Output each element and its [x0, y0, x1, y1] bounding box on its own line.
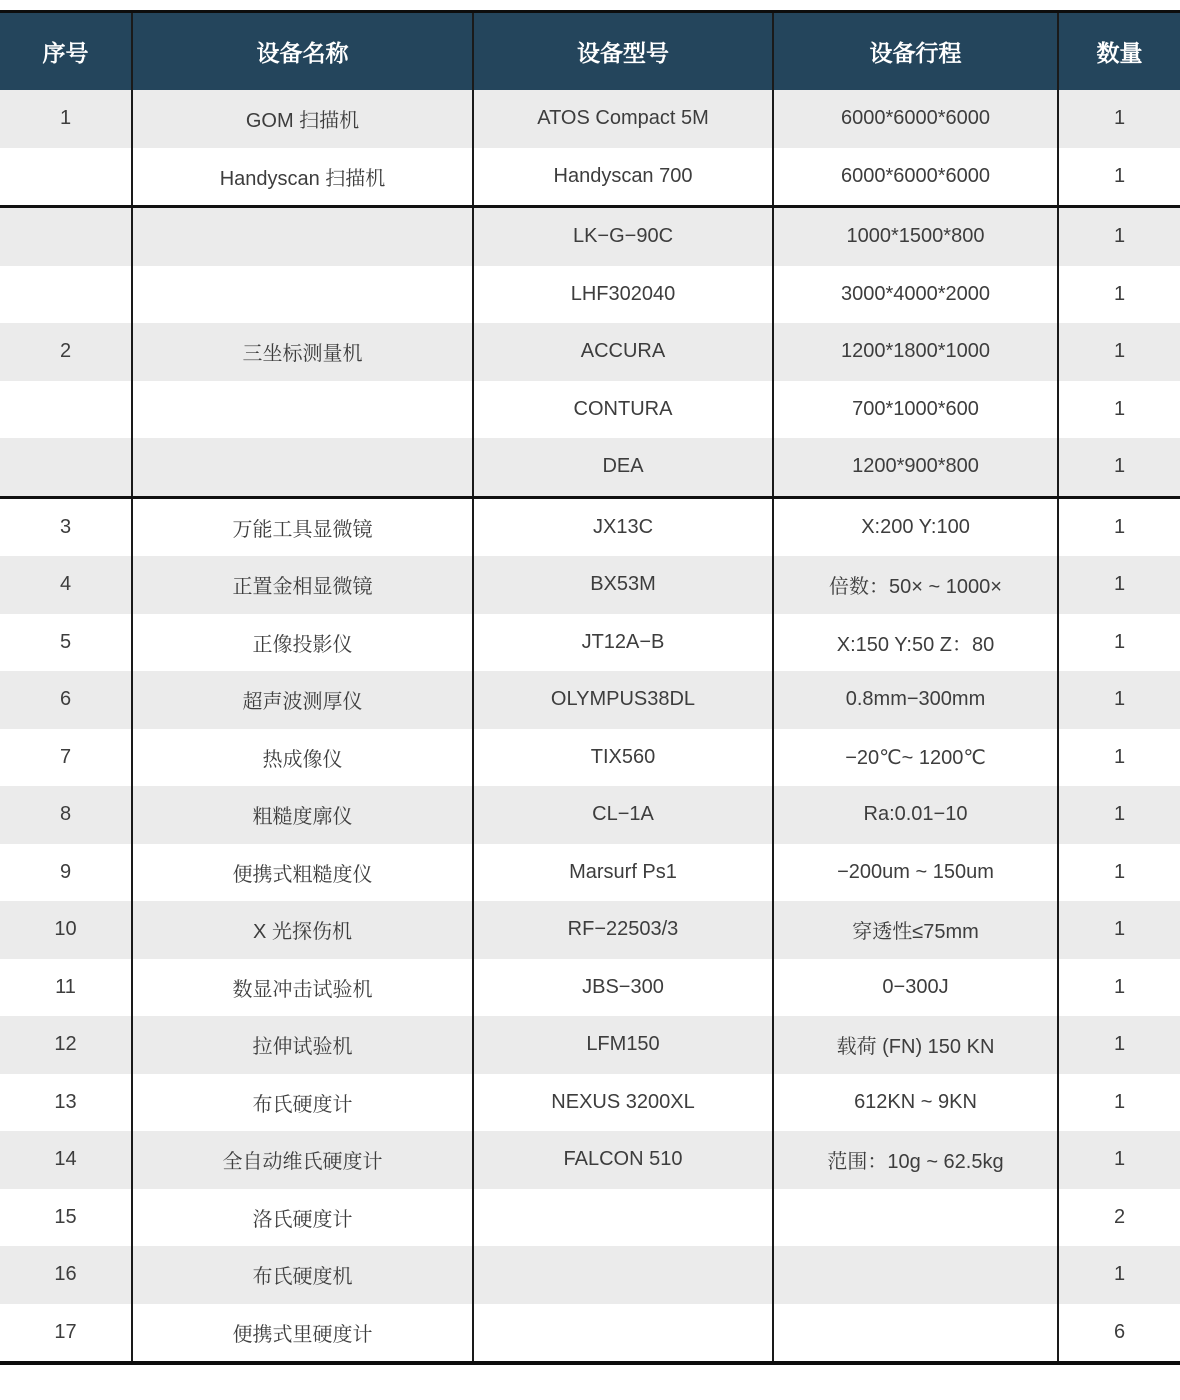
table-row — [0, 1246, 1180, 1304]
cell-equipment-model: FALCON 510 — [472, 1131, 772, 1189]
table-row — [0, 381, 1180, 439]
table-row — [0, 786, 1180, 844]
cell-serial-number: 17 — [54, 1320, 77, 1343]
cell-quantity: 1 — [1057, 438, 1180, 496]
cell-serial-number — [0, 148, 131, 206]
cell-serial-number: 8 — [59, 803, 72, 826]
cell-equipment-name — [131, 266, 472, 324]
cell-equipment-name: 便携式里硬度计 — [131, 1304, 472, 1362]
cell-equipment-name: 便携式粗糙度仪 — [131, 844, 472, 902]
cell-equipment-model: OLYMPUS38DL — [472, 671, 772, 729]
table-row — [0, 1074, 1180, 1132]
cell-quantity: 1 — [1057, 959, 1180, 1017]
cell-equipment-range: −20℃~ 1200℃ — [772, 729, 1057, 787]
cell-equipment-range: 0.8mm−300mm — [772, 671, 1057, 729]
table-row — [0, 438, 1180, 499]
cell-equipment-name: 布氏硬度计 — [131, 1074, 472, 1132]
cell-equipment-name — [131, 381, 472, 439]
table-row — [0, 844, 1180, 902]
cell-serial-number — [0, 438, 131, 496]
cell-quantity: 1 — [1057, 323, 1180, 381]
header-equipment-range: 设备行程 — [772, 13, 1057, 90]
cell-equipment-range: 0−300J — [772, 959, 1057, 1017]
header-quantity: 数量 — [1057, 13, 1180, 90]
cell-serial-number: 5 — [59, 630, 72, 653]
cell-quantity: 1 — [1057, 844, 1180, 902]
cell-equipment-name: 三坐标测量机 — [131, 323, 472, 381]
cell-equipment-name — [131, 208, 472, 266]
cell-quantity: 6 — [1057, 1304, 1180, 1362]
cell-equipment-model — [472, 1246, 772, 1304]
cell-equipment-range: −200um ~ 150um — [772, 844, 1057, 902]
cell-equipment-name: 拉伸试验机 — [131, 1016, 472, 1074]
cell-equipment-model: LFM150 — [472, 1016, 772, 1074]
table-row — [0, 959, 1180, 1017]
cell-equipment-model: BX53M — [472, 556, 772, 614]
table-body — [0, 90, 1180, 1361]
table-row — [0, 1016, 1180, 1074]
cell-equipment-model: Handyscan 700 — [472, 148, 772, 206]
cell-quantity: 1 — [1057, 614, 1180, 672]
cell-equipment-model: ACCURA — [472, 323, 772, 381]
cell-equipment-model: TIX560 — [472, 729, 772, 787]
cell-equipment-name: 超声波测厚仪 — [131, 671, 472, 729]
cell-quantity: 1 — [1057, 499, 1180, 557]
table-row — [0, 729, 1180, 787]
cell-quantity: 1 — [1057, 266, 1180, 324]
table-row — [0, 90, 1180, 148]
table-row — [0, 148, 1180, 209]
cell-serial-number: 9 — [59, 860, 72, 883]
cell-quantity: 1 — [1057, 148, 1180, 206]
cell-quantity: 1 — [1057, 729, 1180, 787]
cell-serial-number — [0, 208, 131, 266]
table-row — [0, 323, 1180, 381]
cell-equipment-model: CONTURA — [472, 381, 772, 439]
cell-equipment-range: 倍数：50× ~ 1000× — [772, 556, 1057, 614]
cell-equipment-model: LHF302040 — [472, 266, 772, 324]
cell-equipment-range: 6000*6000*6000 — [772, 90, 1057, 148]
cell-quantity: 1 — [1057, 671, 1180, 729]
table-row — [0, 208, 1180, 266]
header-equipment-name: 设备名称 — [131, 13, 472, 90]
cell-serial-number: 3 — [59, 515, 72, 538]
cell-equipment-range: X:150 Y:50 Z：80 — [772, 614, 1057, 672]
cell-equipment-name: 正像投影仪 — [131, 614, 472, 672]
cell-equipment-name: 洛氏硬度计 — [131, 1189, 472, 1247]
cell-serial-number: 16 — [54, 1263, 77, 1286]
cell-equipment-model: CL−1A — [472, 786, 772, 844]
cell-equipment-model: ATOS Compact 5M — [472, 90, 772, 148]
cell-quantity: 1 — [1057, 901, 1180, 959]
cell-equipment-range — [772, 1189, 1057, 1247]
cell-quantity: 1 — [1057, 1246, 1180, 1304]
cell-equipment-model — [472, 1304, 772, 1362]
cell-serial-number: 13 — [54, 1090, 77, 1113]
cell-serial-number: 12 — [54, 1033, 77, 1056]
cell-equipment-name: 万能工具显微镜 — [131, 499, 472, 557]
table-row — [0, 499, 1180, 557]
table-row — [0, 556, 1180, 614]
cell-quantity: 1 — [1057, 208, 1180, 266]
cell-equipment-range: 载荷 (FN) 150 KN — [772, 1016, 1057, 1074]
cell-equipment-name: 全自动维氏硬度计 — [131, 1131, 472, 1189]
cell-serial-number: 1 — [59, 107, 72, 130]
cell-serial-number: 2 — [59, 340, 72, 363]
cell-quantity: 1 — [1057, 1016, 1180, 1074]
cell-serial-number — [0, 266, 131, 324]
cell-serial-number — [0, 381, 131, 439]
cell-serial-number: 11 — [55, 975, 76, 998]
cell-equipment-model: JT12A−B — [472, 614, 772, 672]
cell-quantity: 1 — [1057, 1131, 1180, 1189]
cell-equipment-range — [772, 1246, 1057, 1304]
cell-equipment-model: NEXUS 3200XL — [472, 1074, 772, 1132]
cell-equipment-name: 数显冲击试验机 — [131, 959, 472, 1017]
cell-equipment-model — [472, 1189, 772, 1247]
cell-equipment-range: 穿透性≤75mm — [772, 901, 1057, 959]
cell-quantity: 1 — [1057, 556, 1180, 614]
header-serial-number: 序号 — [42, 40, 89, 66]
cell-equipment-model: RF−22503/3 — [472, 901, 772, 959]
cell-serial-number: 10 — [54, 918, 77, 941]
cell-equipment-range: 1200*1800*1000 — [772, 323, 1057, 381]
cell-equipment-range: 3000*4000*2000 — [772, 266, 1057, 324]
cell-equipment-range: 6000*6000*6000 — [772, 148, 1057, 206]
table-row — [0, 671, 1180, 729]
header-equipment-model: 设备型号 — [472, 13, 772, 90]
cell-equipment-name: GOM 扫描机 — [131, 90, 472, 148]
cell-equipment-model: DEA — [472, 438, 772, 496]
cell-serial-number: 4 — [59, 573, 72, 596]
cell-equipment-range: 1200*900*800 — [772, 438, 1057, 496]
cell-equipment-model: JX13C — [472, 499, 772, 557]
cell-equipment-model: LK−G−90C — [472, 208, 772, 266]
cell-equipment-name — [131, 438, 472, 496]
table-row — [0, 901, 1180, 959]
cell-serial-number: 14 — [54, 1148, 77, 1171]
table-header-row — [0, 13, 1180, 90]
cell-equipment-model: Marsurf Ps1 — [472, 844, 772, 902]
cell-serial-number: 7 — [59, 745, 72, 768]
cell-equipment-name: 正置金相显微镜 — [131, 556, 472, 614]
cell-equipment-name: 布氏硬度机 — [131, 1246, 472, 1304]
cell-quantity: 1 — [1057, 1074, 1180, 1132]
cell-equipment-name: Handyscan 扫描机 — [131, 148, 472, 206]
cell-equipment-name: 粗糙度廓仪 — [131, 786, 472, 844]
cell-equipment-range: 612KN ~ 9KN — [772, 1074, 1057, 1132]
equipment-table — [0, 10, 1180, 1365]
cell-equipment-range — [772, 1304, 1057, 1362]
cell-equipment-range: Ra:0.01−10 — [772, 786, 1057, 844]
cell-equipment-model: JBS−300 — [472, 959, 772, 1017]
table-row — [0, 1131, 1180, 1189]
cell-equipment-name: X 光探伤机 — [131, 901, 472, 959]
cell-quantity: 2 — [1057, 1189, 1180, 1247]
cell-quantity: 1 — [1057, 90, 1180, 148]
table-row — [0, 1189, 1180, 1247]
cell-quantity: 1 — [1057, 381, 1180, 439]
cell-quantity: 1 — [1057, 786, 1180, 844]
table-row — [0, 266, 1180, 324]
table-row — [0, 1304, 1180, 1362]
cell-equipment-range: 范围：10g ~ 62.5kg — [772, 1131, 1057, 1189]
cell-equipment-range: 1000*1500*800 — [772, 208, 1057, 266]
cell-serial-number: 6 — [59, 688, 72, 711]
cell-equipment-range: X:200 Y:100 — [772, 499, 1057, 557]
table-row — [0, 614, 1180, 672]
cell-serial-number: 15 — [54, 1205, 77, 1228]
cell-equipment-name: 热成像仪 — [131, 729, 472, 787]
cell-equipment-range: 700*1000*600 — [772, 381, 1057, 439]
